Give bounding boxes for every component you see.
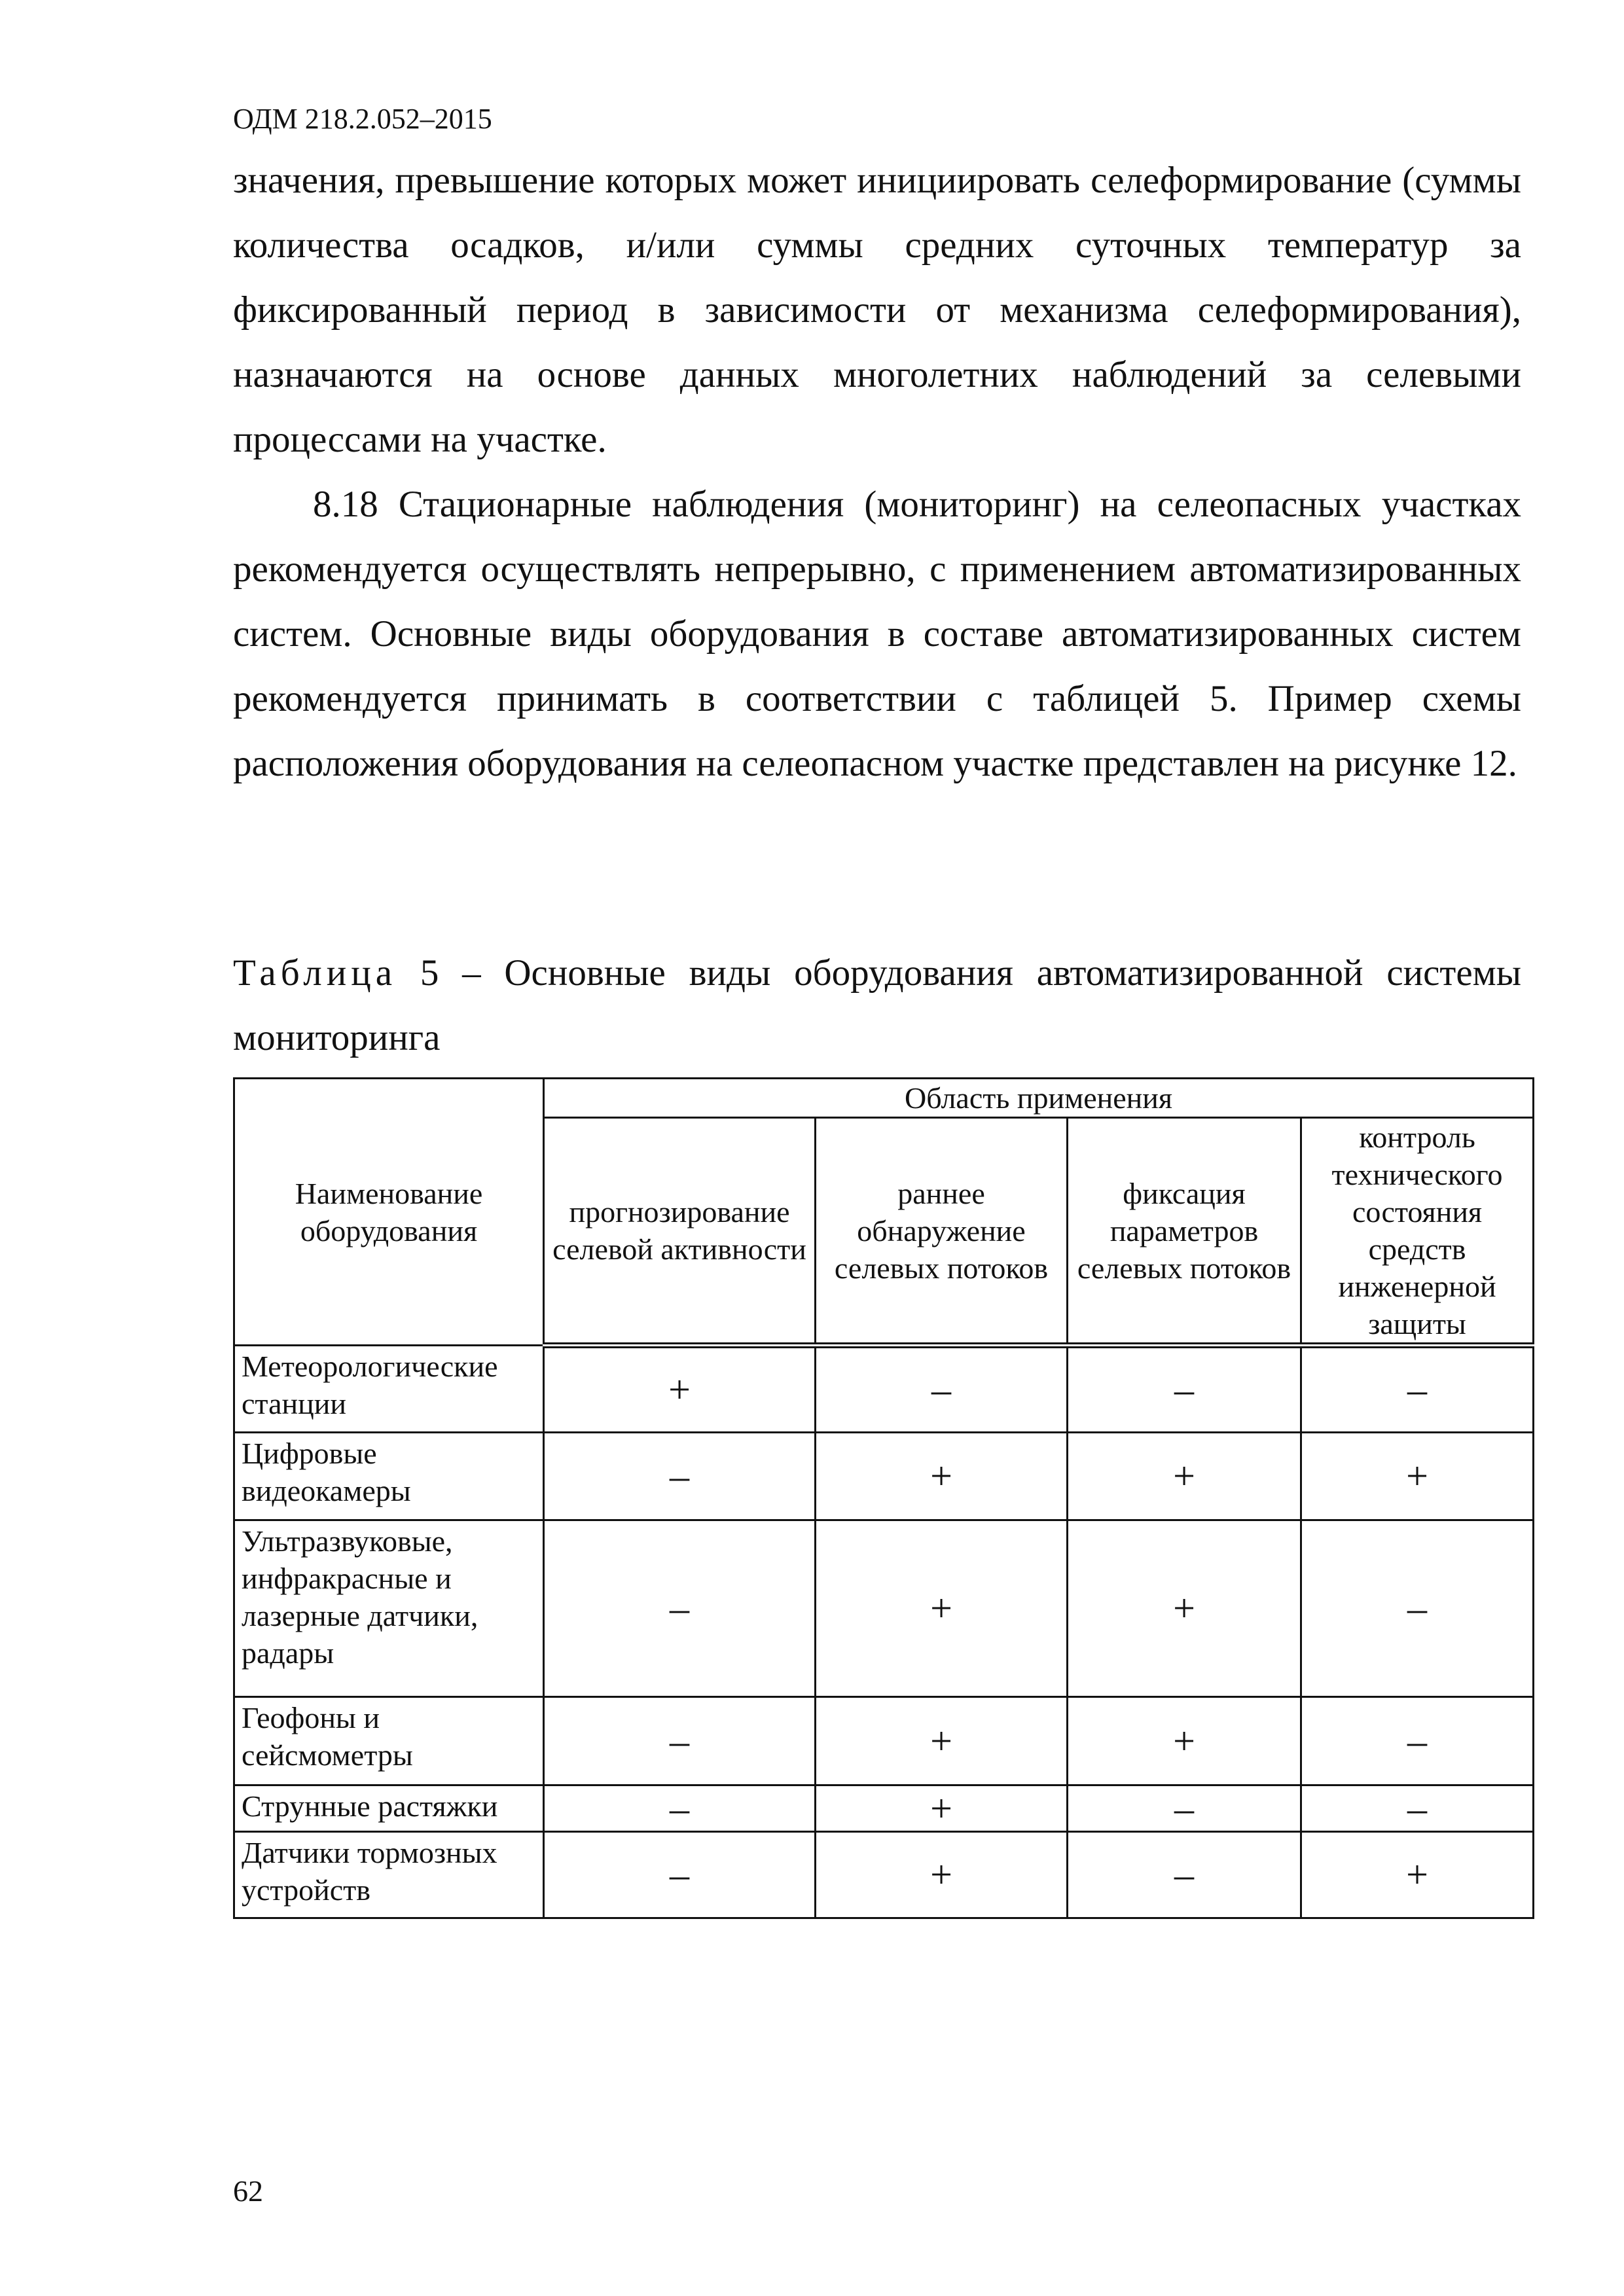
table-row: [234, 1346, 1534, 1433]
row-mark: +: [816, 1433, 1068, 1520]
row-mark: +: [1301, 1433, 1534, 1520]
row-mark: –: [544, 1832, 816, 1918]
row-name: Ультразвуковые, инфракрасные и лазерные датчики, радары: [234, 1520, 544, 1697]
row-mark: –: [1068, 1785, 1301, 1832]
row-mark: –: [1301, 1785, 1534, 1832]
header-equipment-name: Наименование оборудования: [234, 1079, 544, 1346]
row-mark: –: [1301, 1346, 1534, 1433]
header-col-technical-control: контроль технического состояния средств инженерной защиты: [1301, 1118, 1534, 1346]
table-row: [234, 1433, 1534, 1520]
table-caption: [233, 941, 1521, 1070]
row-mark: –: [544, 1697, 816, 1785]
row-name: Струнные растяжки: [234, 1785, 544, 1832]
table-caption-label: Таблица: [233, 952, 397, 994]
header-application-area: Область применения: [544, 1079, 1534, 1118]
table-row: [234, 1697, 1534, 1785]
document-id: ОДМ 218.2.052–2015: [233, 103, 492, 135]
row-name: Геофоны и сейсмометры: [234, 1697, 544, 1785]
row-mark: –: [544, 1785, 816, 1832]
row-mark: +: [544, 1346, 816, 1433]
row-mark: –: [1301, 1697, 1534, 1785]
table-caption-text: 5 – Основные виды оборудования автоматизированной системы мониторинга: [233, 952, 1521, 1058]
table-row: [234, 1832, 1534, 1918]
row-mark: +: [1068, 1520, 1301, 1697]
page-number: 62: [233, 2174, 263, 2208]
row-name: Метеорологические станции: [234, 1346, 544, 1433]
table-row: [234, 1785, 1534, 1832]
row-mark: –: [544, 1433, 816, 1520]
row-mark: +: [816, 1520, 1068, 1697]
row-name: Цифровые видеокамеры: [234, 1433, 544, 1520]
header-col-parameter-fixation: фиксация параметров селевых потоков: [1068, 1118, 1301, 1346]
row-mark: –: [1068, 1346, 1301, 1433]
row-mark: +: [1301, 1832, 1534, 1918]
header-col-early-detection: раннее обнаружение селевых потоков: [816, 1118, 1068, 1346]
row-mark: +: [816, 1697, 1068, 1785]
row-mark: –: [544, 1520, 816, 1697]
row-mark: +: [816, 1832, 1068, 1918]
paragraph-8-18: 8.18 Стационарные наблюдения (мониторинг) на селеопасных участках рекомендуется осуществлять непрерывно, с применением автоматизированных систем. Основные виды оборудования в составе автоматизированных систем рекомендуется принимать в соответствии с таблицей 5. Пример схемы расположения оборудования на селеопасном участке представлен на рисунке 12.: [233, 484, 1521, 784]
row-mark: –: [1301, 1520, 1534, 1697]
equipment-table: [233, 1077, 1534, 1919]
row-mark: +: [1068, 1433, 1301, 1520]
header-col-forecasting: прогнозирование селевой активности: [544, 1118, 816, 1346]
row-name: Датчики тормозных устройств: [234, 1832, 544, 1918]
row-mark: +: [1068, 1697, 1301, 1785]
table-row: [234, 1520, 1534, 1697]
paragraph-continuation: значения, превышение которых может инициировать селеформирование (суммы количества осадков, и/или суммы средних суточных температур за фиксированный период в зависимости от механизма селеформирования), назначаются на основе данных многолетних наблюдений за селевыми процессами на участке.: [233, 160, 1521, 460]
row-mark: +: [816, 1785, 1068, 1832]
row-mark: –: [1068, 1832, 1301, 1918]
row-mark: –: [816, 1346, 1068, 1433]
